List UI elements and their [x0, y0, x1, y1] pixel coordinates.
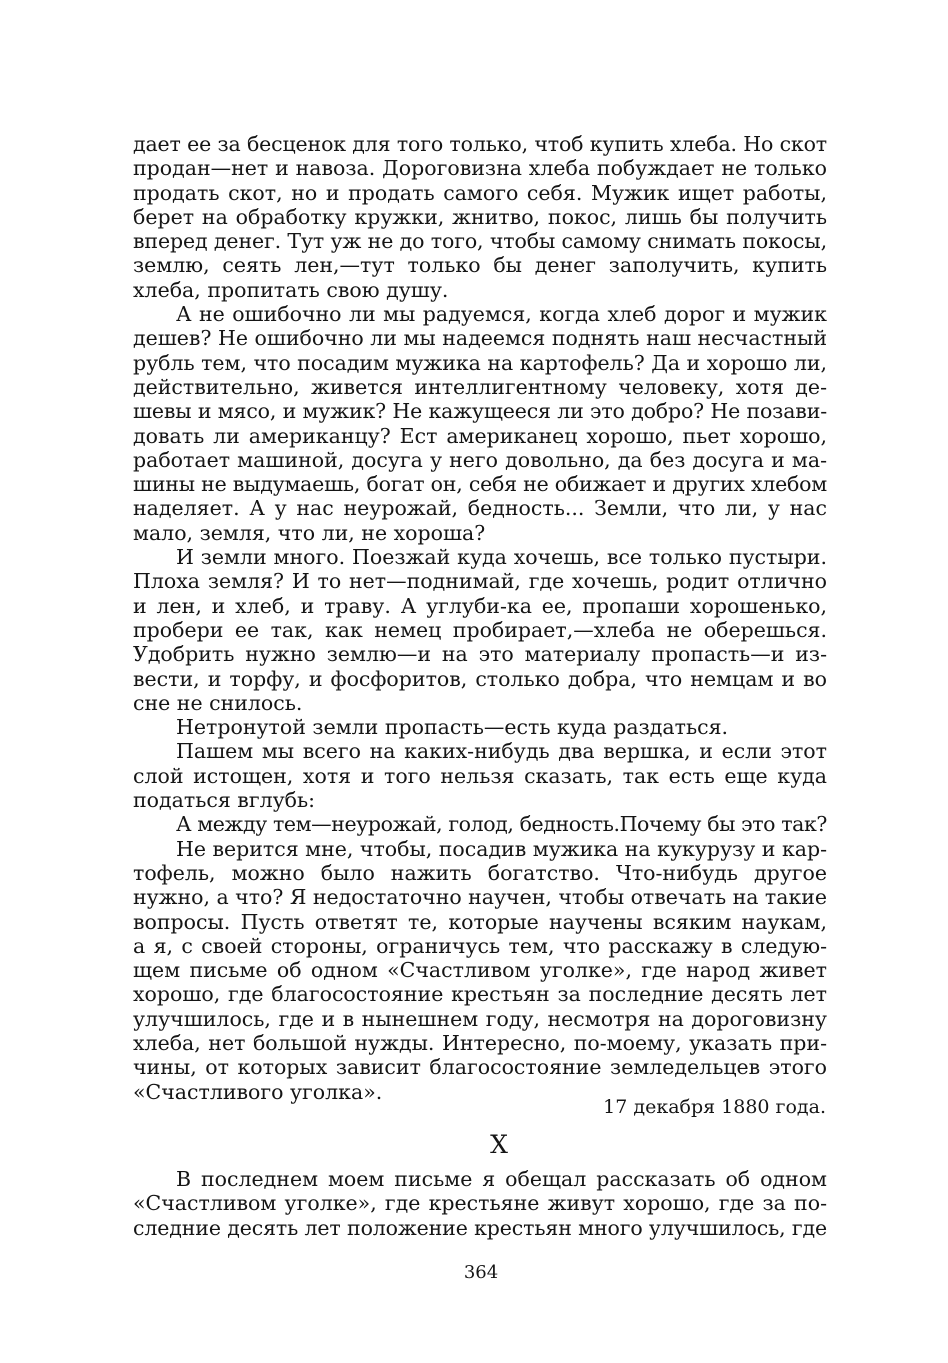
text-line: хорошо, где благосостояние крестьян за последние десять лет: [133, 982, 827, 1007]
text-line: шины не выдумаешь, богат он, себя не обижает и других хлебом: [133, 472, 827, 497]
text-line: А не ошибочно ли мы радуемся, когда хлеб дорог и мужик: [176, 302, 827, 327]
text-line: рубль тем, что посадим мужика на картофель? Да и хорошо ли,: [133, 350, 827, 375]
text-line: «Счастливом уголке», где крестьяне живут хорошо, где за по-: [133, 1191, 827, 1216]
text-line: работает машиной, досуга у него довольно, да без досуга и ма-: [133, 447, 827, 472]
text-line: улучшилось, где и в нынешнем году, несмотря на дороговизну: [133, 1006, 827, 1031]
text-line: а я, с своей стороны, ограничусь тем, что расскажу в следую-: [133, 933, 827, 958]
text-line: продан—нет и навоза. Дороговизна хлеба побуждает не только: [133, 156, 827, 181]
text-line: вести, и торфу, и фосфоритов, столько добра, что немцам и во: [133, 666, 827, 691]
text-line: нужно, а что? Я недостаточно научен, чтобы отвечать на такие: [133, 885, 827, 910]
text-line: мало, земля, что ли, не хороша?: [133, 520, 486, 545]
text-line: щем письме об одном «Счастливом уголке», где народ живет: [133, 958, 827, 983]
next-chapter-text-block: [133, 1167, 827, 1240]
text-line: вперед денег. Тут уж не до того, чтобы самому снимать покосы,: [133, 229, 827, 254]
text-line: берет на обработку кружки, жнитво, покос, лишь бы получить: [133, 204, 827, 229]
text-line: Удобрить нужно землю—и на это материалу пропасть—и из-: [133, 642, 827, 667]
chapter-heading: X: [490, 1130, 508, 1159]
text-line: чины, от которых зависит благосостояние земледельцев этого: [133, 1055, 827, 1080]
text-line: А между тем—неурожай, голод, бедность.Почему бы это так?: [176, 812, 827, 837]
text-line: и лен, и хлеб, и траву. А углуби-ка ее, пропаши хорошенько,: [133, 593, 827, 618]
text-line: податься вглубь:: [133, 788, 316, 813]
text-line: продать скот, но и продать самого себя. Мужик ищет работы,: [133, 180, 827, 205]
text-line: вопросы. Пусть ответят те, которые научены всяким наукам,: [133, 909, 827, 934]
text-line: действительно, живется интеллигентному человеку, хотя де-: [133, 374, 827, 399]
text-line: В последнем моем письме я обещал рассказать об одном: [176, 1167, 827, 1191]
text-line: Плоха земля? И то нет—поднимай, где хочешь, родит отлично: [133, 569, 827, 594]
text-line: Нетронутой земли пропасть—есть куда раздаться.: [176, 715, 729, 740]
text-line: И земли много. Поезжай куда хочешь, все только пустыри.: [176, 545, 827, 570]
text-line: дешев? Не ошибочно ли мы надеемся поднять наш несчастный: [133, 326, 828, 351]
main-text-block: [133, 132, 827, 1104]
page-number: 364: [463, 1262, 499, 1283]
text-line: «Счастливого уголка».: [133, 1079, 383, 1104]
text-line: пробери ее так, как немец пробирает,—хлеба не оберешься.: [133, 617, 827, 642]
text-line: довать ли американцу? Ест американец хорошо, пьет хорошо,: [133, 423, 827, 448]
text-line: наделяет. А у нас неурожай, бедность... Земли, что ли, у нас: [133, 496, 827, 521]
text-line: землю, сеять лен,—тут только бы денег заполучить, купить: [133, 253, 827, 278]
text-line: Пашем мы всего на каких-нибудь два вершка, и если этот: [176, 739, 827, 764]
text-line: сне не снилось.: [133, 690, 303, 715]
text-line: хлеба, пропитать свою душу.: [133, 277, 449, 302]
text-line: хлеба, нет большой нужды. Интересно, по-моему, указать при-: [133, 1030, 827, 1055]
text-line: слой истощен, хотя и того нельзя сказать, так есть еще куда: [133, 763, 827, 788]
letter-date: 17 декабря 1880 года.: [603, 1096, 826, 1118]
text-line: шевы и мясо, и мужик? Не кажущееся ли это добро? Не позави-: [133, 399, 827, 424]
text-line: дает ее за бесценок для того только, чтоб купить хлеба. Но скот: [133, 132, 828, 156]
text-line: тофель, можно было нажить богатство. Что-нибудь другое: [133, 860, 827, 885]
text-line: следние десять лет положение крестьян много улучшилось, где: [133, 1215, 827, 1240]
text-line: Не верится мне, чтобы, посадив мужика на кукурузу и кар-: [176, 836, 827, 861]
